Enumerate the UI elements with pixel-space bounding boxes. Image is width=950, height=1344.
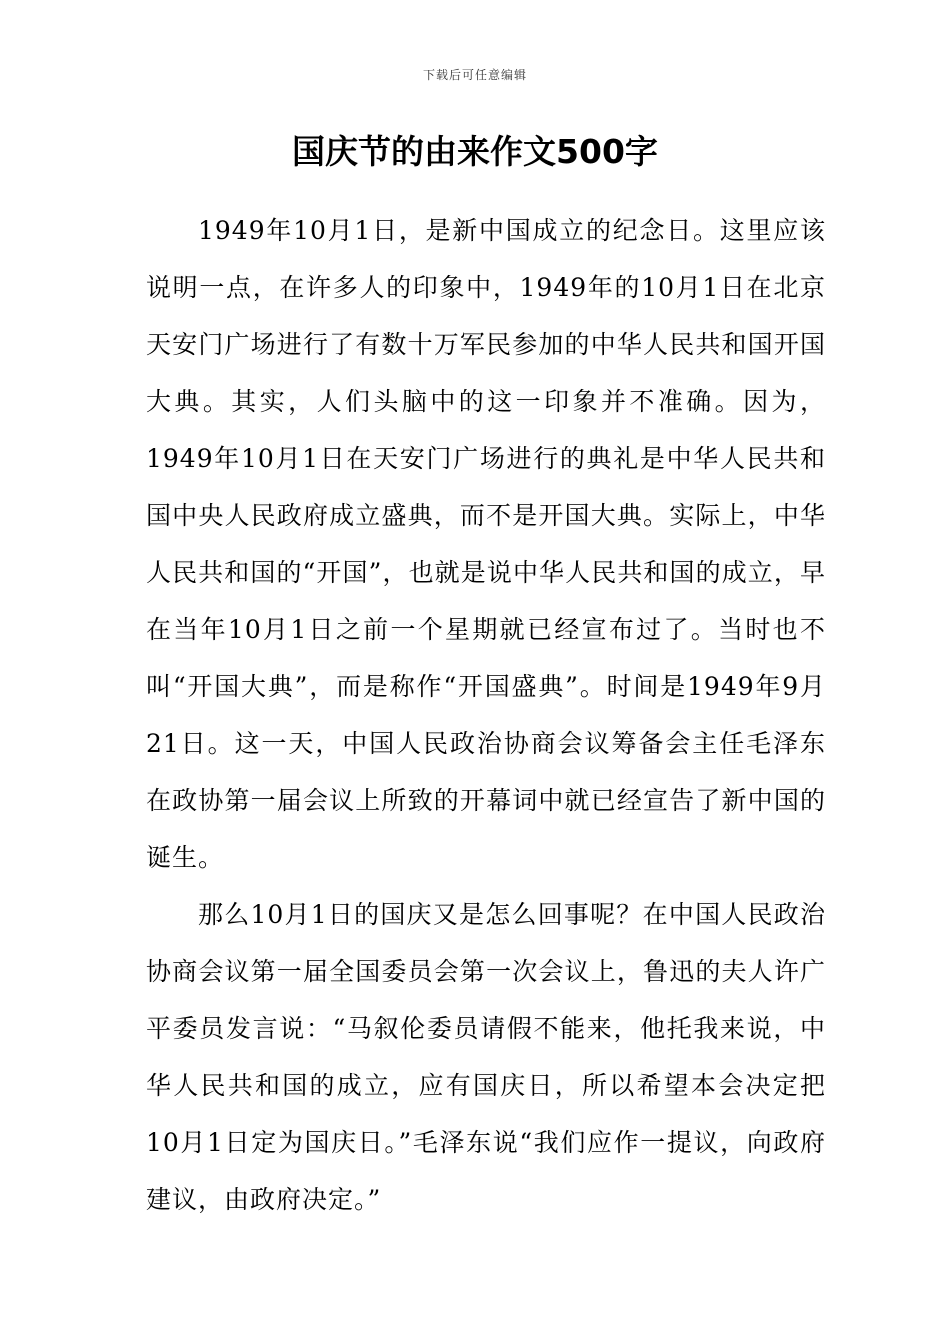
paragraph-1: 1949年10月1日，是新中国成立的纪念日。这里应该说明一点，在许多人的印象中，1949年的10月1日在北京天安门广场进行了有数十万军民参加的中华人民共和国开国大典。其实，人们头脑中的这一印象并不准确。因为，1949年10月1日在天安门广场进行的典礼是中华人民共和国中央人民政府成立盛典，而不是开国大典。实际上，中华人民共和国的“开国”，也就是说中华人民共和国的成立，早在当年10月1日之前一个星期就已经宣布过了。当时也不叫“开国大典”，而是称作“开国盛典”。时间是1949年9月21日。这一天，中国人民政治协商会议筹备会主任毛泽东在政协第一届会议上所致的开幕词中就已经宣告了新中国的诞生。 <box>146 216 826 872</box>
document-title: 国庆节的由来作文500字 <box>292 132 658 171</box>
header-note: 下载后可任意编辑 <box>422 68 527 82</box>
paragraph-2: 那么10月1日的国庆又是怎么回事呢？在中国人民政治协商会议第一届全国委员会第一次会议上，鲁迅的夫人许广平委员发言说：“马叙伦委员请假不能来，他托我来说，中华人民共和国的成立，应有国庆日，所以希望本会决定把10月1日定为国庆日。”毛泽东说“我们应作一提议，向政府建议，由政府决定。” <box>146 900 826 1214</box>
document-body <box>146 202 826 1228</box>
